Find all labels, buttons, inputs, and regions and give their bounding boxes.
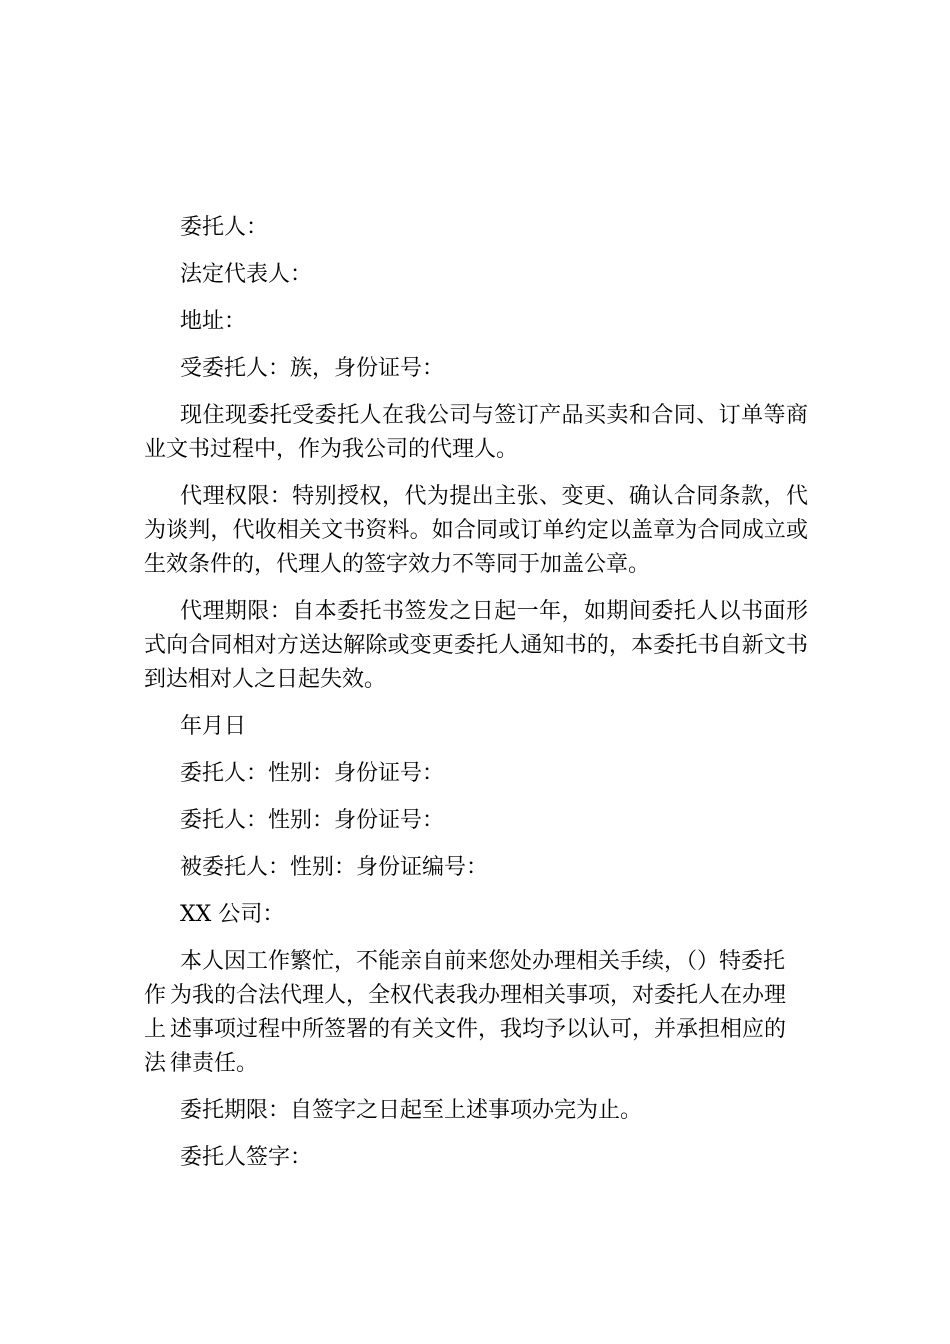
address-line: 地址： bbox=[180, 309, 247, 334]
personal-authorization-line-4-text: 律责任。 bbox=[170, 1051, 259, 1076]
legal-representative-line: 法定代表人： bbox=[180, 262, 313, 287]
personal-authorization-line-4 bbox=[144, 1047, 808, 1081]
principal-info-line-2: 委托人：性别：身份证号： bbox=[180, 808, 445, 833]
personal-authorization-line-3 bbox=[144, 1013, 808, 1047]
authority-scope-paragraph: 代理权限：特别授权，代为提出主张、变更、确认合同条款，代为谈判，代收相关文书资料。如合同或订单约定以盖章为合同成立或生效条件的，代理人的签字效力不等同于加盖公章。 bbox=[144, 484, 808, 577]
margin-char: 上 bbox=[144, 1017, 167, 1042]
principal-info-line-1: 委托人：性别：身份证号： bbox=[180, 761, 445, 786]
agent-line: 受委托人：族，身份证号： bbox=[180, 356, 445, 381]
personal-authorization-line-2-text: 为我的合法代理人，全权代表我办理相关事项，对委托人在办理 bbox=[170, 983, 787, 1008]
margin-char: 作 bbox=[144, 983, 167, 1008]
principal-signature-line: 委托人签字： bbox=[180, 1145, 313, 1170]
personal-authorization-paragraph bbox=[144, 945, 808, 1081]
personal-authorization-line-3-text: 述事项过程中所签署的有关文件，我均予以认可，并承担相应的 bbox=[170, 1017, 787, 1042]
agent-info-line: 被委托人：性别：身份证编号： bbox=[180, 855, 489, 880]
authorization-paragraph: 现住现委托受委托人在我公司与签订产品买卖和合同、订单等商业文书过程中，作为我公司的代理人。 bbox=[144, 403, 808, 462]
date-line: 年月日 bbox=[180, 714, 247, 739]
authorization-term-line: 委托期限：自签字之日起至上述事项办完为止。 bbox=[180, 1098, 643, 1123]
company-salutation: XX 公司： bbox=[180, 902, 285, 927]
principal-line: 委托人： bbox=[180, 215, 269, 240]
margin-char: 法 bbox=[144, 1051, 167, 1076]
authority-term-paragraph: 代理期限：自本委托书签发之日起一年，如期间委托人以书面形式向合同相对方送达解除或变更委托人通知书的，本委托书自新文书到达相对人之日起失效。 bbox=[144, 599, 808, 692]
document-body bbox=[144, 211, 808, 1188]
personal-authorization-line-1: 本人因工作繁忙，不能亲自前来您处办理相关手续，（）特委托 bbox=[180, 949, 786, 974]
personal-authorization-line-2 bbox=[144, 979, 808, 1013]
